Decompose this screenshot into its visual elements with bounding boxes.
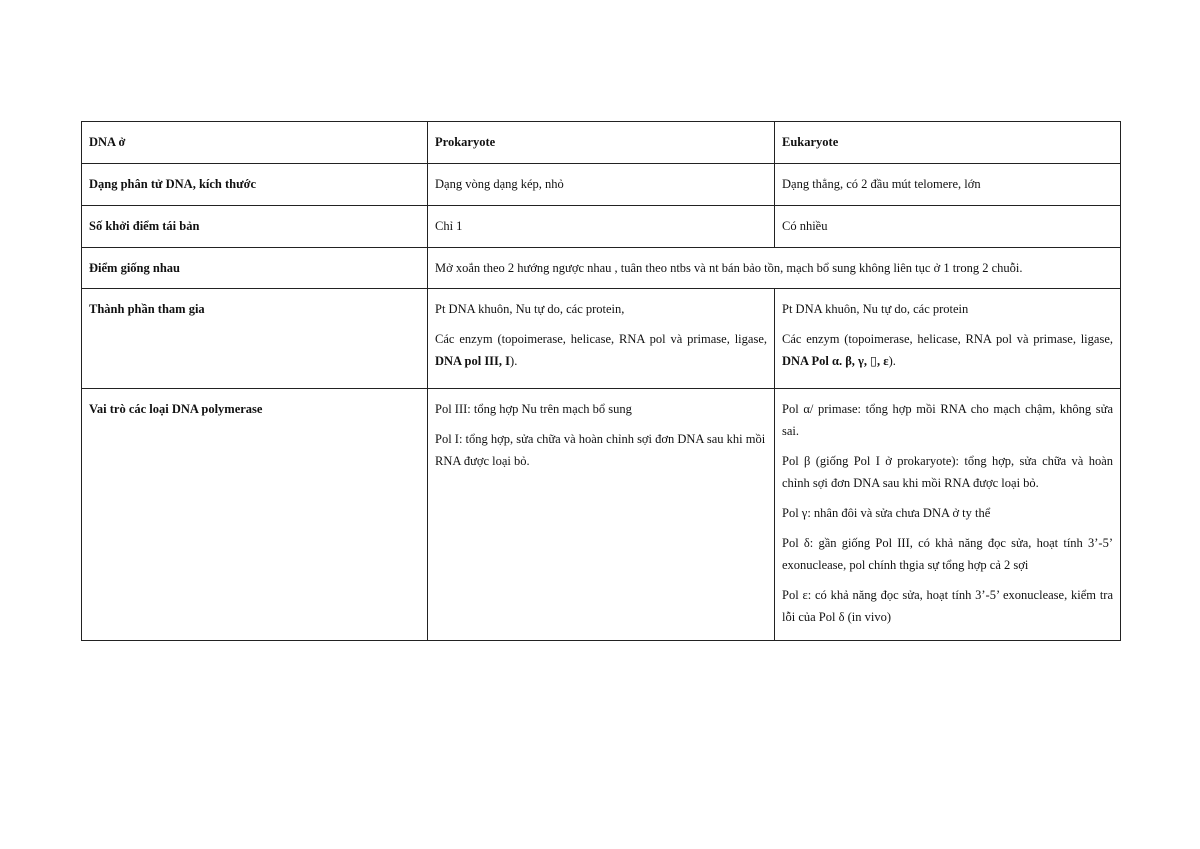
- table-row-components: [82, 289, 1121, 389]
- components-eukaryote-enzymes: Các enzym (topoimerase, helicase, RNA pol và primase, ligase,: [782, 332, 1113, 346]
- table-row-header: [82, 122, 1121, 164]
- row-label-components: Thành phần tham gia: [82, 289, 428, 389]
- row-label-similar: Điểm giống nhau: [82, 248, 428, 289]
- roles-eukaryote-pol-gamma: Pol γ: nhân đôi và sửa chưa DNA ở ty thể: [782, 506, 991, 520]
- components-eukaryote-polymerases: DNA Pol α. β, γ, ▯, ε: [782, 354, 889, 368]
- components-prokaryote-polymerases: DNA pol III, I: [435, 354, 511, 368]
- roles-prokaryote-pol-iii: Pol III: tổng hợp Nu trên mạch bổ sung: [435, 402, 632, 416]
- row-label-form: Dạng phân tử DNA, kích thước: [82, 164, 428, 206]
- components-prokaryote-closing: ).: [510, 354, 518, 368]
- cell-form-eukaryote: Dạng thẳng, có 2 đầu mút telomere, lớn: [775, 164, 1121, 206]
- roles-eukaryote-pol-delta: Pol δ: gần giống Pol III, có khả năng đọc sửa, hoạt tính 3’-5’ exonuclease, pol chính thgia sự tổng hợp cả 2 sợi: [782, 536, 1113, 572]
- cell-origin-prokaryote: Chỉ 1: [428, 206, 775, 248]
- header-cell-prokaryote: Prokaryote: [428, 122, 775, 164]
- cell-similar-merged: Mở xoắn theo 2 hướng ngược nhau , tuân theo ntbs và nt bán bảo tồn, mạch bổ sung không liên tục ở 1 trong 2 chuỗi.: [428, 248, 1121, 289]
- roles-eukaryote-pol-epsilon: Pol ε: có khả năng đọc sửa, hoạt tính 3’-5’ exonuclease, kiểm tra lỗi của Pol δ (in vivo): [782, 588, 1113, 624]
- table-row-similar: [82, 248, 1121, 289]
- row-label-roles: Vai trò các loại DNA polymerase: [82, 389, 428, 641]
- roles-eukaryote-pol-alpha: Pol α/ primase: tổng hợp mồi RNA cho mạch chậm, không sửa sai.: [782, 402, 1113, 438]
- table-row-roles: [82, 389, 1121, 641]
- components-eukaryote-line-1: Pt DNA khuôn, Nu tự do, các protein: [782, 302, 969, 316]
- row-label-origin: Số khởi điểm tái bản: [82, 206, 428, 248]
- components-prokaryote-enzymes: Các enzym (topoimerase, helicase, RNA pol và primase, ligase,: [435, 332, 767, 346]
- components-eukaryote-line-2: [782, 328, 1113, 372]
- roles-eukaryote-pol-beta: Pol β (giống Pol I ở prokaryote): tổng hợp, sửa chữa và hoàn chỉnh sợi đơn DNA sau khi mồi RNA được loại bỏ.: [782, 454, 1113, 490]
- components-prokaryote-line-1: Pt DNA khuôn, Nu tự do, các protein,: [435, 302, 625, 316]
- header-cell-eukaryote: Eukaryote: [775, 122, 1121, 164]
- components-prokaryote-line-2: [435, 328, 767, 372]
- cell-components-prokaryote: [428, 289, 775, 389]
- cell-roles-prokaryote: [428, 389, 775, 641]
- cell-roles-eukaryote: [775, 389, 1121, 641]
- comparison-table: [81, 121, 1121, 641]
- cell-origin-eukaryote: Có nhiều: [775, 206, 1121, 248]
- cell-form-prokaryote: Dạng vòng dạng kép, nhỏ: [428, 164, 775, 206]
- table-row-form: [82, 164, 1121, 206]
- table-row-origin: [82, 206, 1121, 248]
- components-eukaryote-closing: ).: [888, 354, 896, 368]
- header-cell-dna: DNA ở: [82, 122, 428, 164]
- roles-prokaryote-pol-i: Pol I: tổng hợp, sửa chữa và hoàn chỉnh sợi đơn DNA sau khi mồi RNA được loại bỏ.: [435, 432, 766, 468]
- cell-components-eukaryote: [775, 289, 1121, 389]
